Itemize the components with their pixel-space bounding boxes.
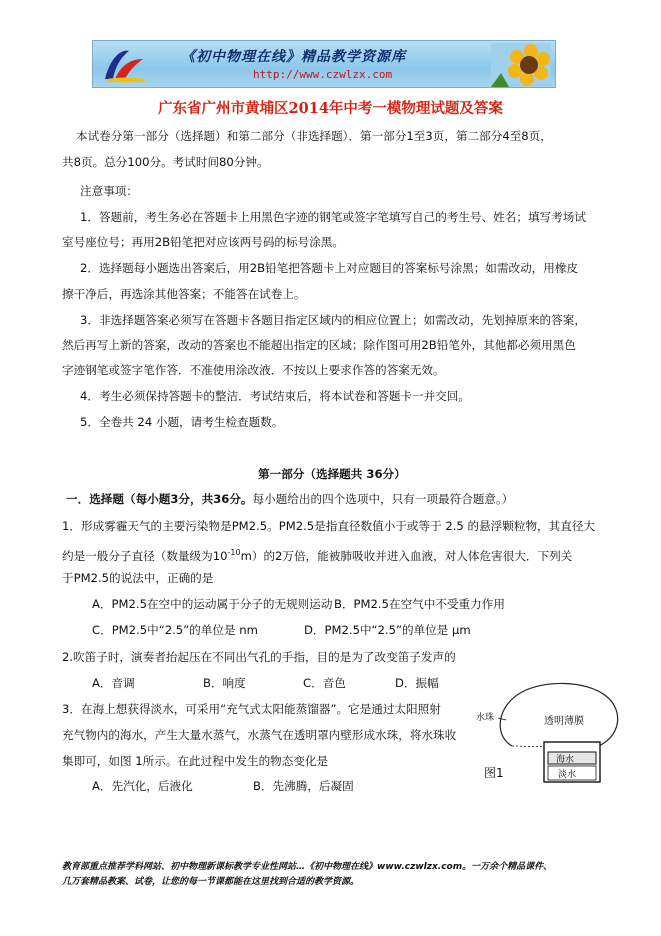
q1-line-2 (62, 545, 572, 564)
freshwater-label: 淡水 (558, 769, 577, 779)
site-banner (92, 40, 556, 88)
note-2-line-1: 2．选择题每小题选出答案后，用2B铅笔把答题卡上对应题目的答案标号涂黑；如需改动，用橡皮 (80, 261, 579, 275)
part-1-heading: 第一部分（选择题共 36分） (258, 467, 406, 481)
note-4: 4．考生必须保持答题卡的整洁．考试结束后，将本试卷和答题卡一并交回。 (80, 389, 470, 403)
q1-option-d: D．PM2.5中“2.5”的单位是 μm (304, 623, 471, 637)
q1-exponent: -10 (227, 548, 241, 557)
site-logo-icon (101, 45, 147, 83)
q2-option-d: D．振幅 (395, 676, 439, 690)
q1-line-3: 于PM2.5的说法中，正确的是 (62, 571, 214, 585)
q3-option-a: A．先汽化，后液化 (92, 779, 193, 793)
banner-url[interactable]: http://www.czwlzx.com (253, 68, 393, 81)
q1-line-2-b: m）的2万倍，能被肺吸收并进入血液，对人体危害很大．下列关 (240, 548, 573, 563)
droplet-pointer (498, 718, 506, 720)
banner-title: 《初中物理在线》精品教学资源库 (181, 49, 406, 65)
intro-line-2: 共8页。总分100分。考试时间80分钟。 (62, 155, 269, 169)
note-1-line-2: 室号座位号；再用2B铅笔把对应该两号码的标号涂黑。 (62, 235, 344, 249)
q1-line-1: 1．形成雾霾天气的主要污染物是PM2.5。PM2.5是指直径数值小于或等于 2.5 的悬浮颗粒物，其直径大 (62, 519, 596, 533)
q1-option-b: B．PM2.5在空气中不受重力作用 (334, 597, 505, 611)
note-2-line-2: 擦干净后，再选涂其他答案；不能答在试卷上。 (62, 287, 306, 301)
q2-stem: 2.吹笛子时，演奏者抬起压在不同出气孔的手指，目的是为了改变笛子发声的 (62, 650, 456, 664)
figure-1-caption: 图1 (484, 766, 504, 780)
notes-heading: 注意事项： (80, 184, 138, 198)
document-title: 广东省广州市黄埔区2014年中考一模物理试题及答案 (158, 100, 503, 117)
q3-line-2: 充气物内的海水，产生大量水蒸气，水蒸气在透明罩内壁形成水珠，将水珠收 (62, 728, 457, 742)
q1-line-2-a: 约是一般分子直径（数量级为10 (62, 548, 228, 563)
note-3-line-1: 3．非选择题答案必须写在答题卡各题目指定区域内的相应位置上；如需改动，先划掉原来的答案， (80, 313, 586, 327)
section-1-label: 一．选择题（每小题3分，共36分。 (66, 492, 253, 506)
q2-option-c: C．音色 (303, 676, 346, 690)
q3-line-3: 集即可，如图 1所示。在此过程中发生的物态变化是 (62, 754, 329, 768)
sunflower-icon (491, 43, 551, 87)
note-3-line-2: 然后再写上新的答案，改动的答案也不能超出指定的区域；除作图可用2B铅笔外，其他都必须用黑色 (62, 338, 576, 352)
seawater-label: 海水 (556, 754, 575, 764)
droplet-label: 水珠 (476, 712, 495, 722)
note-5: 5．全卷共 24 小题，请考生检查题数。 (80, 415, 284, 429)
footer-line-1: 教育部重点推荐学科网站、初中物理新课标教学专业性网站…《初中物理在线》www.czwlzx.com。一万余个精品课件、 (62, 862, 553, 872)
membrane-label: 透明薄膜 (544, 716, 584, 727)
footer-line-2: 几万套精品教案、试卷，让您的每一节课都能在这里找到合适的教学资源。 (62, 877, 360, 887)
section-1-note: 每小题给出的四个选项中，只有一项最符合题意。） (252, 492, 514, 506)
q2-option-b: B．响度 (203, 676, 246, 690)
intro-line-1: 本试卷分第一部分（选择题）和第二部分（非选择题）．第一部分1至3页，第二部分4至8页， (76, 129, 552, 143)
q1-option-a: A．PM2.5在空中的运动属于分子的无规则运动 (92, 597, 333, 611)
note-1-line-1: 1．答题前，考生务必在答题卡上用黑色字迹的钢笔或签字笔填写自己的考生号、姓名；填写考场试 (80, 210, 586, 224)
q3-line-1: 3．在海上想获得淡水，可采用“充气式太阳能蒸馏器”。它是通过太阳照射 (62, 702, 441, 716)
page-footer (62, 860, 552, 890)
note-3-line-3: 字迹钢笔或签字笔作答．不准使用涂改液．不按以上要求作答的答案无效。 (62, 363, 445, 377)
q2-option-a: A．音调 (92, 676, 135, 690)
q3-option-b: B．先沸腾，后凝固 (253, 779, 354, 793)
section-1-instruction (66, 492, 513, 507)
q1-option-c: C．PM2.5中“2.5”的单位是 nm (92, 623, 258, 637)
